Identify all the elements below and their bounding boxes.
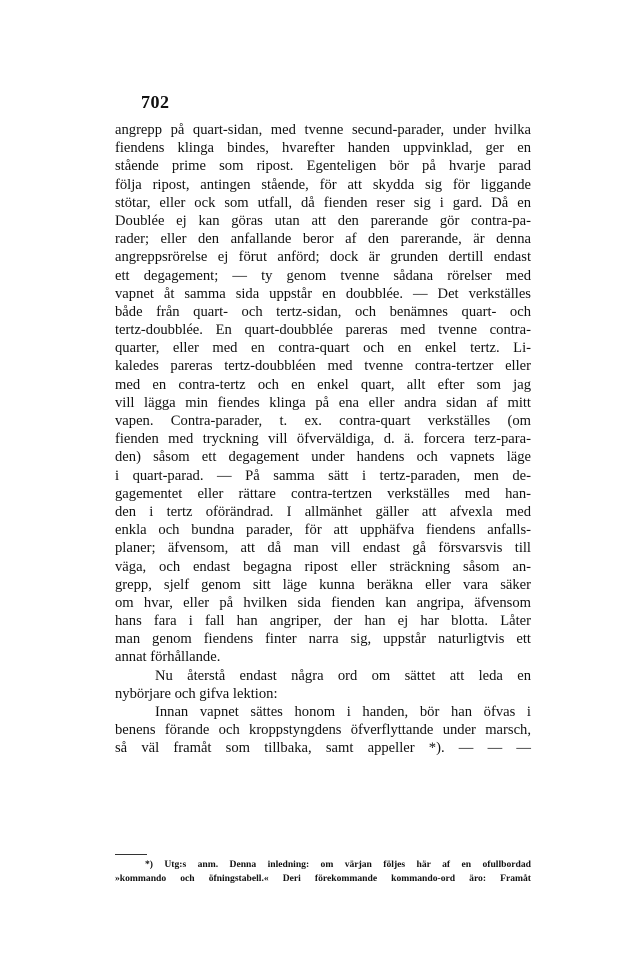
page-number: 702 (141, 92, 170, 112)
text-line: stötar, eller ock som utfall, då fienden reser sig i gard. Då en (115, 194, 531, 211)
text-line: vapen. Contra-parader, t. ex. contra-quart verkställes (om (115, 413, 531, 429)
text-line: hans fara i fall han angriper, der han ej har blotta. Låter (115, 613, 531, 630)
text-line: följa ripost, antingen stående, för att skydda sig för liggande (115, 176, 531, 193)
text-line: benens förande och kroppstyngdens öfverflyttande under marsch, (115, 722, 531, 739)
text-line: grepp, sjelf genom sitt läge kunna beräkna eller vara säker (115, 576, 531, 593)
text-line: angrepp på quart-sidan, med tvenne secund-parader, under hvilka (115, 122, 531, 138)
text-line: fienden med tryckning vill öfverväldiga, d. ä. forcera terz-para- (115, 431, 531, 448)
footnote-line: »kommando och öfningstabell.« Deri förekommande kommando-ord äro: Framåt (115, 873, 531, 884)
text-line: rader; eller den anfallande beror af den parerande, är denna (115, 231, 531, 248)
text-line: man genom fiendens finter narra sig, uppstår naturligtvis ett (115, 631, 531, 648)
text-line: med en contra-tertz och en enkel quart, allt efter som jag (115, 376, 531, 393)
text-line: ett degagement; — ty genom tvenne sådana rörelser med (115, 267, 531, 284)
text-line: Nu återstå endast några ord om sättet att leda en (155, 667, 531, 684)
text-line: stående prime som ripost. Egenteligen bör på hvarje parad (115, 158, 531, 175)
text-line: angreppsrörelse ej förut anförd; dock är grunden dertill endast (115, 249, 531, 266)
text-line: Innan vapnet sättes honom i handen, bör han öfvas i (155, 704, 531, 720)
footnote-line: *) Utg:s anm. Denna inledning: om värjan följes här af en ofullbordad (145, 859, 531, 870)
text-line: enkla och bundna parader, för att upphäfva fiendens anfalls- (115, 522, 531, 539)
text-line: vill lägga min fiendes klinga på ena eller andra sidan af mitt (115, 394, 531, 411)
text-line: quarter, eller med en contra-quart och en enkel tertz. Li- (115, 340, 531, 357)
footnote-divider (115, 854, 147, 855)
text-line: fiendens klinga bindes, hvarefter handen uppvinklad, ger en (115, 140, 531, 157)
text-line: tertz-doubblée. En quart-doubblée pareras med tvenne contra- (115, 322, 531, 339)
text-line: planer; äfvensom, att då man vill endast gå försvarsvis till (115, 540, 531, 557)
text-line: Doublée ej kan göras utan att den parerande gör contra-pa- (115, 212, 531, 229)
text-line: både från quart- och tertz-sidan, och benämnes quart- och (115, 303, 531, 320)
text-line: gagementet eller rättare contra-tertzen verkställes med han- (115, 485, 531, 502)
text-line: vapnet åt samma sida uppstår en doubblée. — Det verkställes (115, 285, 531, 302)
text-line: nybörjare och gifva lektion: (115, 685, 278, 702)
text-line: så väl framåt som tillbaka, samt appeller *). — — — (115, 740, 531, 757)
text-line: väga, och endast begagna ripost eller sträckning såsom an- (115, 558, 531, 575)
text-line: om hvar, eller på hvilken sida fienden kan angripa, äfvensom (115, 594, 531, 611)
footnote (115, 858, 531, 886)
text-line: den i tertz oförändrad. I allmänhet gäller att afvexla med (115, 503, 531, 520)
text-line: den) såsom ett degagement under handens och vapnets läge (115, 449, 531, 466)
text-line: kaledes pareras tertz-doubbléen med tvenne contra-tertzer eller (115, 358, 531, 375)
text-line: i quart-parad. — På samma sätt i tertz-paraden, men de- (115, 467, 531, 484)
body-text (115, 121, 531, 758)
text-line: annat förhållande. (115, 649, 221, 666)
